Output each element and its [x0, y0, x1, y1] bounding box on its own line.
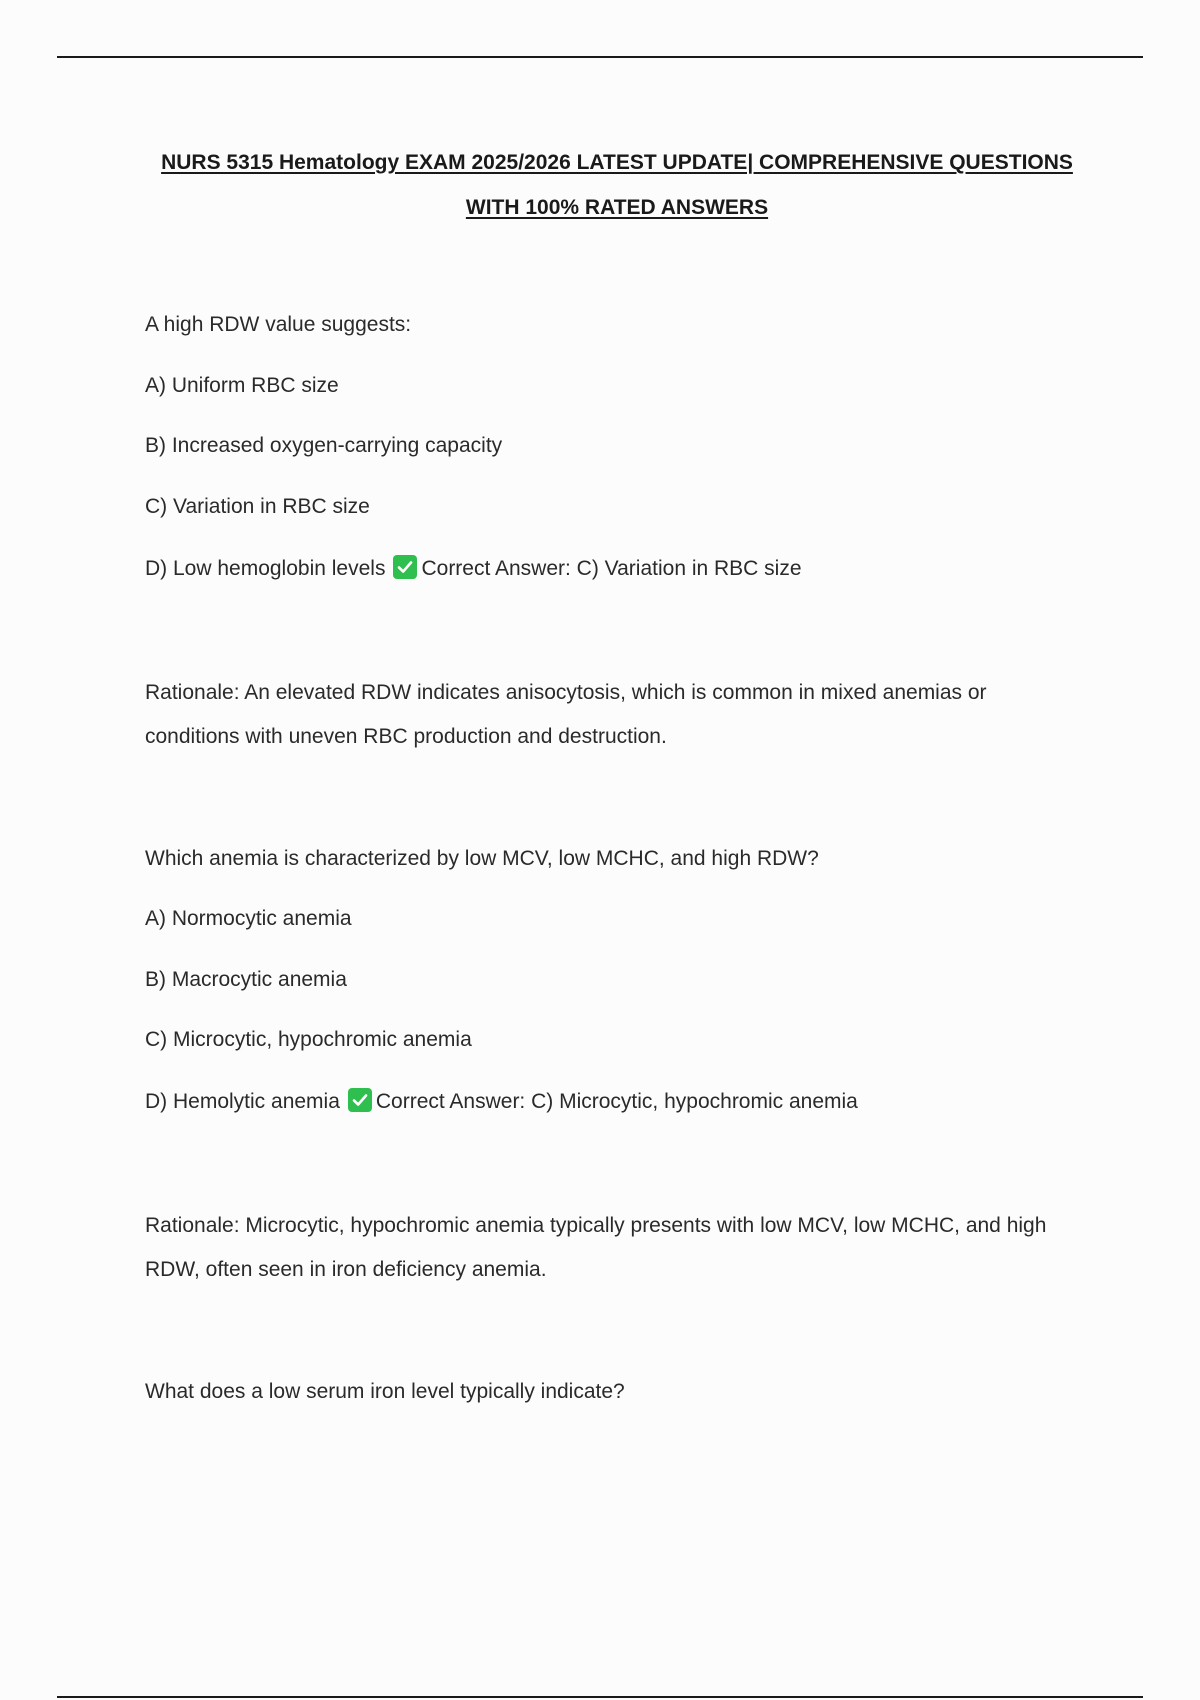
title-line-1: NURS 5315 Hematology EXAM 2025/2026 LATEST UPDATE| COMPREHENSIVE QUESTIONS: [161, 151, 1073, 174]
title-line-2: WITH 100% RATED ANSWERS: [465, 196, 769, 219]
question-2-correct-answer: Correct Answer: C) Microcytic, hypochromic anemia: [375, 1090, 858, 1113]
question-1-rationale: Rationale: An elevated RDW indicates anisocytosis, which is common in mixed anemias or conditions with uneven RBC production and destruction.: [145, 681, 987, 748]
question-1-correct-answer: Correct Answer: C) Variation in RBC size: [421, 557, 802, 580]
check-mark-icon: [393, 555, 417, 579]
question-1-option-d-row: [145, 555, 802, 583]
question-1-option-a: A) Uniform RBC size: [145, 374, 339, 397]
question-3-text: What does a low serum iron level typically indicate?: [145, 1380, 625, 1403]
question-1-text: A high RDW value suggests:: [145, 313, 412, 336]
question-2-option-b: B) Macrocytic anemia: [145, 968, 347, 991]
top-rule: [57, 56, 1143, 58]
question-2-rationale: Rationale: Microcytic, hypochromic anemia typically presents with low MCV, low MCHC, and high RDW, often seen in iron deficiency anemia.: [145, 1214, 1047, 1281]
bottom-rule: [57, 1696, 1143, 1698]
document-title: [145, 140, 1089, 230]
question-1-option-d: D) Low hemoglobin levels: [145, 557, 386, 580]
question-2-option-c: C) Microcytic, hypochromic anemia: [145, 1028, 472, 1051]
question-1-option-c: C) Variation in RBC size: [145, 495, 370, 518]
question-2-text: Which anemia is characterized by low MCV, low MCHC, and high RDW?: [145, 847, 819, 870]
question-2-option-d: D) Hemolytic anemia: [145, 1090, 340, 1113]
question-2-option-a: A) Normocytic anemia: [145, 907, 352, 930]
question-1-option-b: B) Increased oxygen-carrying capacity: [145, 434, 503, 457]
question-2-option-d-row: [145, 1088, 858, 1116]
check-mark-icon: [348, 1088, 372, 1112]
